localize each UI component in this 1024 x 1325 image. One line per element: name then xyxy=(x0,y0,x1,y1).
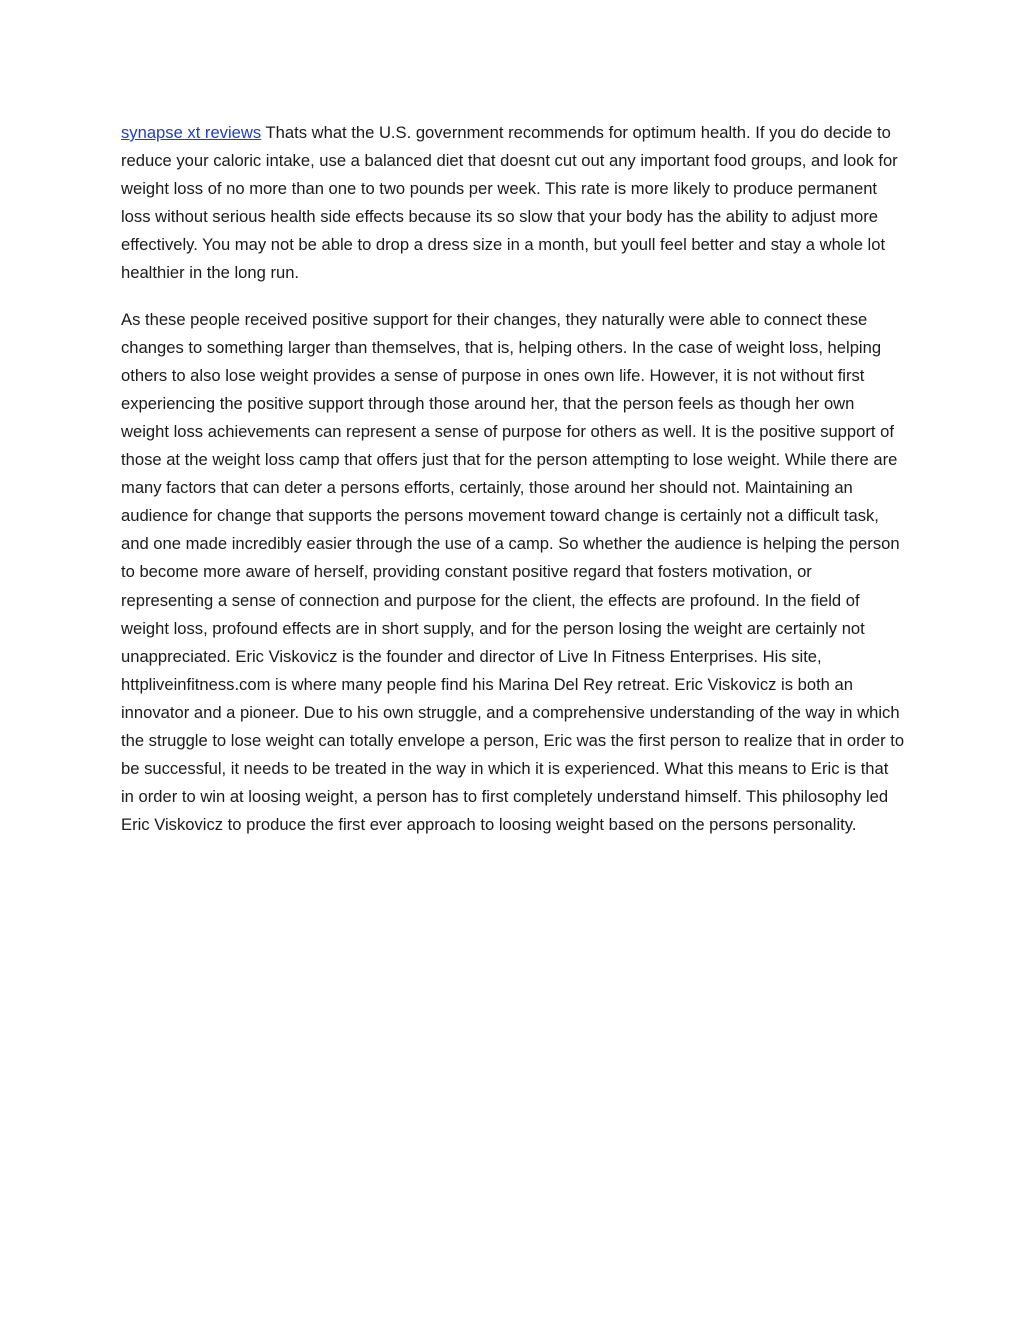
paragraph-1-text: Thats what the U.S. government recommends for optimum health. If you do decide to reduce your caloric intake, use a balanced diet that doesnt cut out any important food groups, and look for weight loss of no more than one to two pounds per week. This rate is more likely to produce permanent loss without serious health side effects because its so slow that your body has the ability to adjust more effectively. You may not be able to drop a dress size in a month, but youll feel better and stay a whole lot healthier in the long run. xyxy=(121,123,898,283)
paragraph-1 xyxy=(121,119,905,288)
document-body xyxy=(121,119,905,857)
paragraph-2: As these people received positive support for their changes, they naturally were able to connect these changes to something larger than themselves, that is, helping others. In the case of weight loss, helping others to also lose weight provides a sense of purpose in ones own life. However, it is not without first experiencing the positive support through those around her, that the person feels as though her own weight loss achievements can represent a sense of purpose for others as well. It is the positive support of those at the weight loss camp that offers just that for the person attempting to lose weight. While there are many factors that can deter a persons efforts, certainly, those around her should not. Maintaining an audience for change that supports the persons movement toward change is certainly not a difficult task, and one made incredibly easier through the use of a camp. So whether the audience is helping the person to become more aware of herself, providing constant positive regard that fosters motivation, or representing a sense of connection and purpose for the client, the effects are profound. In the field of weight loss, profound effects are in short supply, and for the person losing the weight are certainly not unappreciated. Eric Viskovicz is the founder and director of Live In Fitness Enterprises. His site, httpliveinfitness.com is where many people find his Marina Del Rey retreat. Eric Viskovicz is both an innovator and a pioneer. Due to his own struggle, and a comprehensive understanding of the way in which the struggle to lose weight can totally envelope a person, Eric was the first person to realize that in order to be successful, it needs to be treated in the way in which it is experienced. What this means to Eric is that in order to win at loosing weight, a person has to first completely understand himself. This philosophy led Eric Viskovicz to produce the first ever approach to loosing weight based on the persons personality. xyxy=(121,309,905,835)
synapse-xt-reviews-link[interactable]: synapse xt reviews xyxy=(121,123,262,142)
